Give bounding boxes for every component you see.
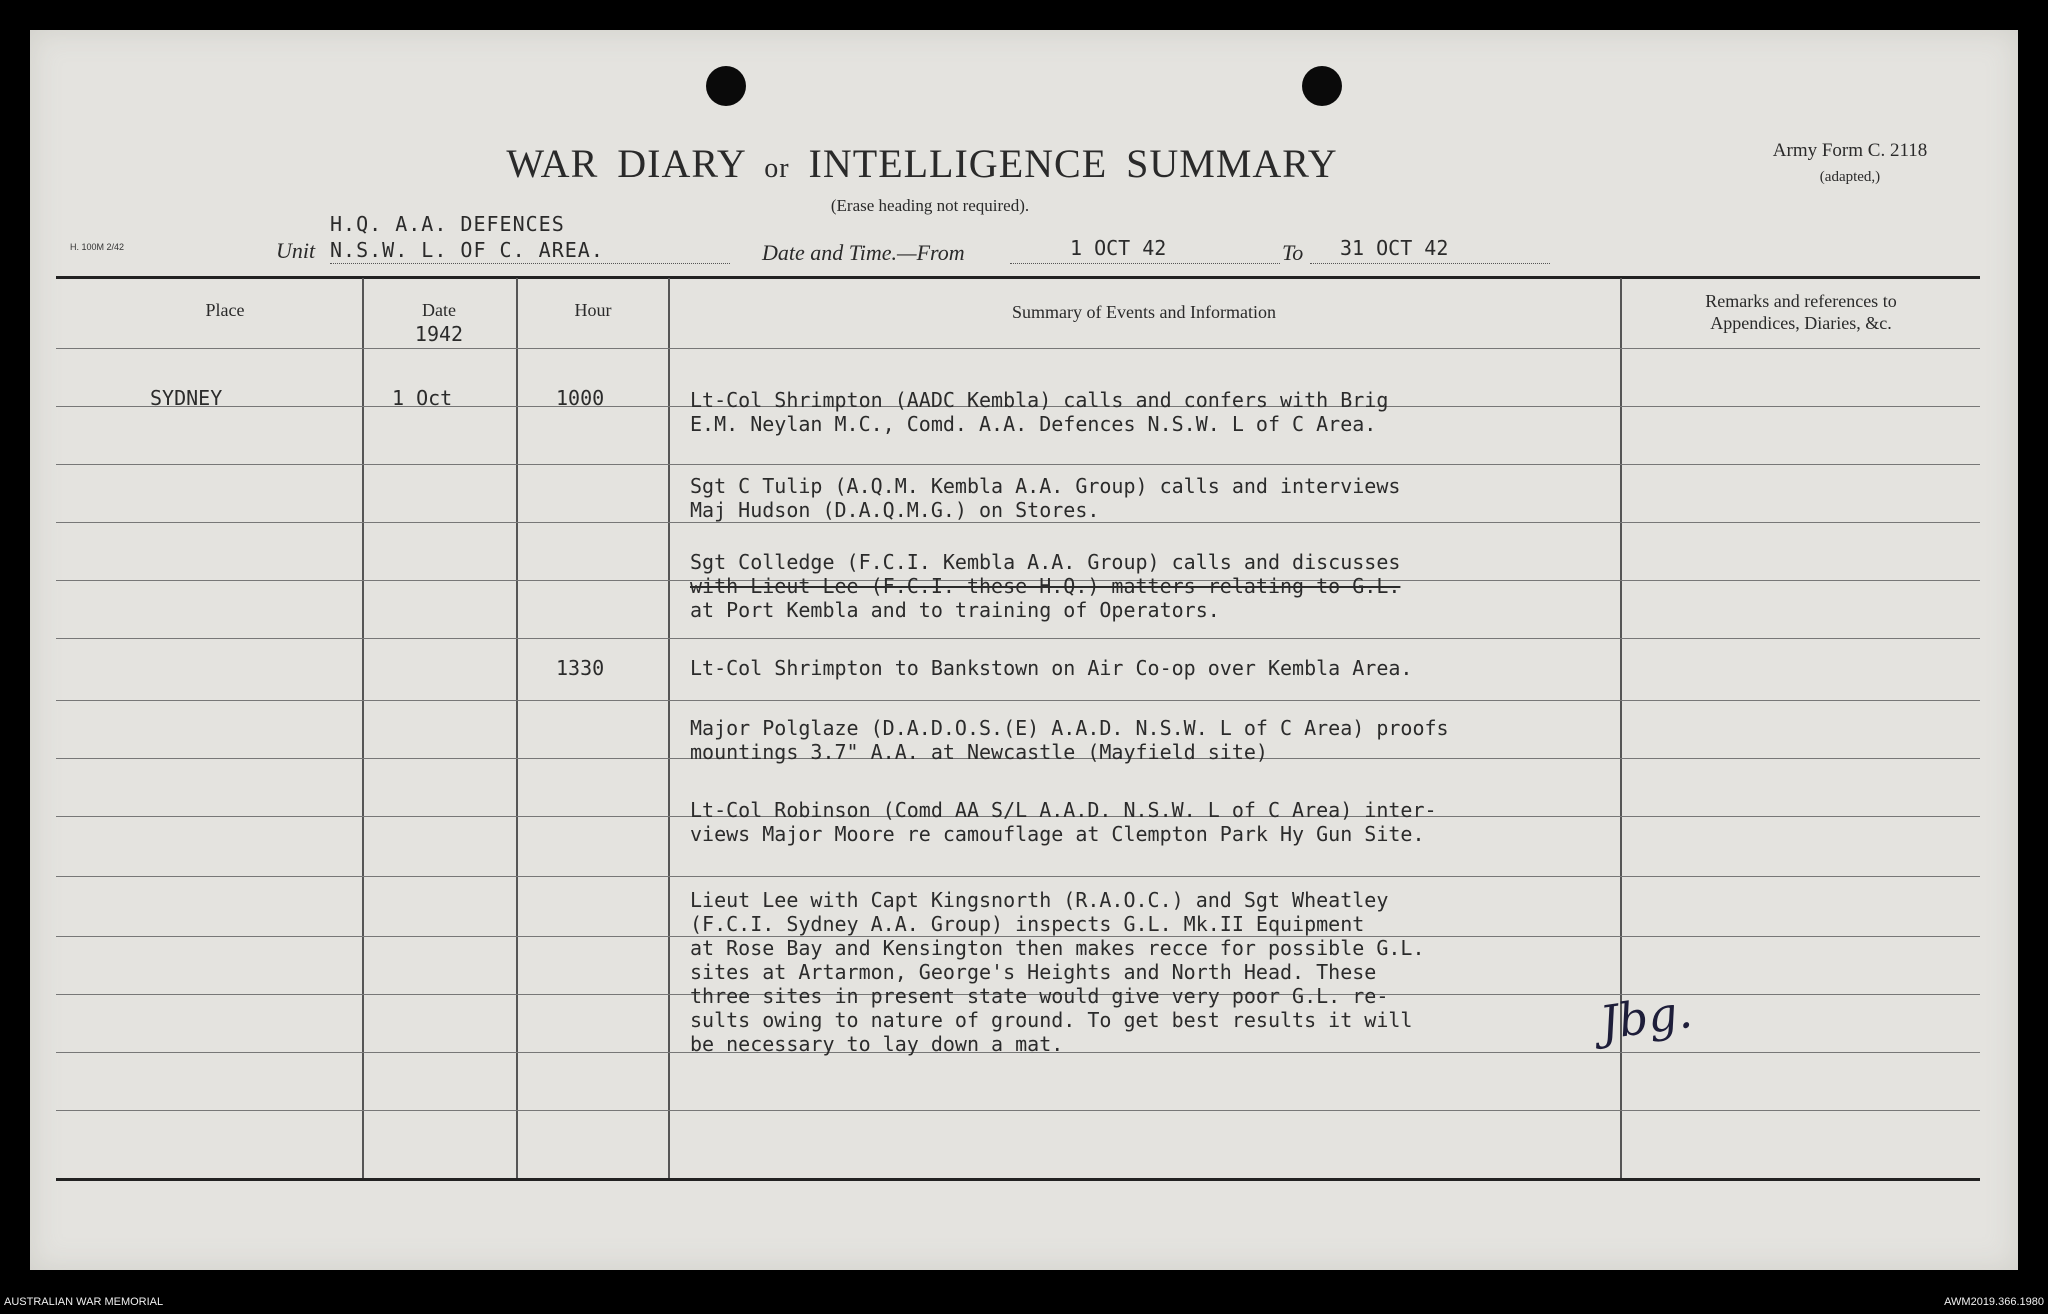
column-divider-hour xyxy=(668,278,670,1178)
diary-page xyxy=(30,30,2018,1270)
column-divider-date xyxy=(516,278,518,1178)
table-row-rule xyxy=(56,1110,1980,1111)
army-form-number xyxy=(1740,138,1960,190)
entry-summary-line: Lt-Col Shrimpton (AADC Kembla) calls and confers with Brig xyxy=(690,388,1389,412)
title-war-diary: WAR DIARY xyxy=(506,141,746,186)
column-header-hour: Hour xyxy=(574,300,612,320)
entry-summary-line: Lieut Lee with Capt Kingsnorth (R.A.O.C.) and Sgt Wheatley xyxy=(690,888,1389,912)
column-divider-place xyxy=(362,278,364,1178)
army-form-note: (adapted,) xyxy=(1819,169,1881,185)
entry-summary-line: sults owing to nature of ground. To get best results it will xyxy=(690,1008,1413,1032)
entry-summary-line: Major Polglaze (D.A.D.O.S.(E) A.A.D. N.S.W. L of C Area) proofs xyxy=(690,716,1449,740)
table-header-rule xyxy=(56,348,1980,349)
handwritten-initials: Jbg. xyxy=(1596,983,1696,1051)
punch-hole-right xyxy=(1302,66,1342,106)
entry-hour: 1000 xyxy=(556,386,605,410)
footer-accession: AWM2019.366.1980 xyxy=(1944,1296,2044,1308)
unit-line-1: H.Q. A.A. DEFENCES xyxy=(330,212,565,236)
date-from-underline xyxy=(1010,263,1280,264)
column-header-summary: Summary of Events and Information xyxy=(1012,302,1276,322)
table-top-rule xyxy=(56,276,1980,279)
entry-place: SYDNEY xyxy=(150,386,223,410)
column-header-year: 1942 xyxy=(414,322,464,346)
entry-summary-line: Lt-Col Shrimpton to Bankstown on Air Co-op over Kembla Area. xyxy=(690,656,1413,680)
entry-summary-line: at Port Kembla and to training of Operators. xyxy=(690,598,1220,622)
entry-summary-line: be necessary to lay down a mat. xyxy=(690,1032,1064,1056)
remarks-header-line-2: Appendices, Diaries, &c. xyxy=(1710,313,1892,333)
entry-summary-line: sites at Artarmon, George's Heights and North Head. These xyxy=(690,960,1377,984)
title-or: or xyxy=(764,153,790,184)
army-form-label: Army Form C. 2118 xyxy=(1772,140,1928,161)
table-row-rule xyxy=(56,638,1980,639)
table-row-rule xyxy=(56,464,1980,465)
entry-summary-line: (F.C.I. Sydney A.A. Group) inspects G.L. Mk.II Equipment xyxy=(690,912,1365,936)
entry-summary-line: Maj Hudson (D.A.Q.M.G.) on Stores. xyxy=(690,498,1100,522)
punch-hole-left xyxy=(706,66,746,106)
unit-underline xyxy=(330,263,730,264)
table-row-rule xyxy=(56,700,1980,701)
date-to-value: 31 OCT 42 xyxy=(1340,236,1449,260)
column-header-date: Date xyxy=(422,300,456,320)
date-to-label: To xyxy=(1282,240,1304,265)
remarks-header-line-1: Remarks and references to xyxy=(1705,291,1897,311)
entry-summary-line: three sites in present state would give very poor G.L. re- xyxy=(690,984,1389,1008)
entry-summary-line: Sgt Colledge (F.C.I. Kembla A.A. Group) calls and discusses xyxy=(690,550,1401,574)
erase-note: (Erase heading not required). xyxy=(830,196,1030,215)
entry-date: 1 Oct xyxy=(392,386,453,410)
table-row-rule xyxy=(56,876,1980,877)
table-row-rule xyxy=(56,522,1980,523)
form-title xyxy=(462,140,1382,187)
column-header-place: Place xyxy=(205,300,245,320)
table-bottom-rule xyxy=(56,1178,1980,1181)
unit-label: Unit xyxy=(276,238,316,263)
column-header-remarks xyxy=(1622,290,1980,334)
footer-source: AUSTRALIAN WAR MEMORIAL xyxy=(4,1296,164,1308)
entry-summary-line: views Major Moore re camouflage at Clempton Park Hy Gun Site. xyxy=(690,822,1425,846)
form-print-code: H. 100M 2/42 xyxy=(70,242,125,252)
entry-summary-line: Lt-Col Robinson (Comd AA S/L A.A.D. N.S.W. L of C Area) inter- xyxy=(690,798,1437,822)
entry-hour: 1330 xyxy=(556,656,605,680)
date-from-value: 1 OCT 42 xyxy=(1070,236,1167,260)
entry-summary-line: mountings 3.7" A.A. at Newcastle (Mayfield site) xyxy=(690,740,1268,764)
date-time-label: Date and Time.—From xyxy=(762,240,965,265)
entry-summary-line: at Rose Bay and Kensington then makes recce for possible G.L. xyxy=(690,936,1425,960)
entry-summary-line-struck: with Lieut Lee (F.C.I. these H.Q.) matters relating to G.L. xyxy=(690,574,1401,598)
date-to-underline xyxy=(1310,263,1550,264)
entry-summary-line: Sgt C Tulip (A.Q.M. Kembla A.A. Group) calls and interviews xyxy=(690,474,1401,498)
title-intelligence-summary: INTELLIGENCE SUMMARY xyxy=(808,141,1338,186)
unit-line-2: N.S.W. L. OF C. AREA. xyxy=(330,238,604,262)
entry-summary-line: E.M. Neylan M.C., Comd. A.A. Defences N.S.W. L of C Area. xyxy=(690,412,1377,436)
